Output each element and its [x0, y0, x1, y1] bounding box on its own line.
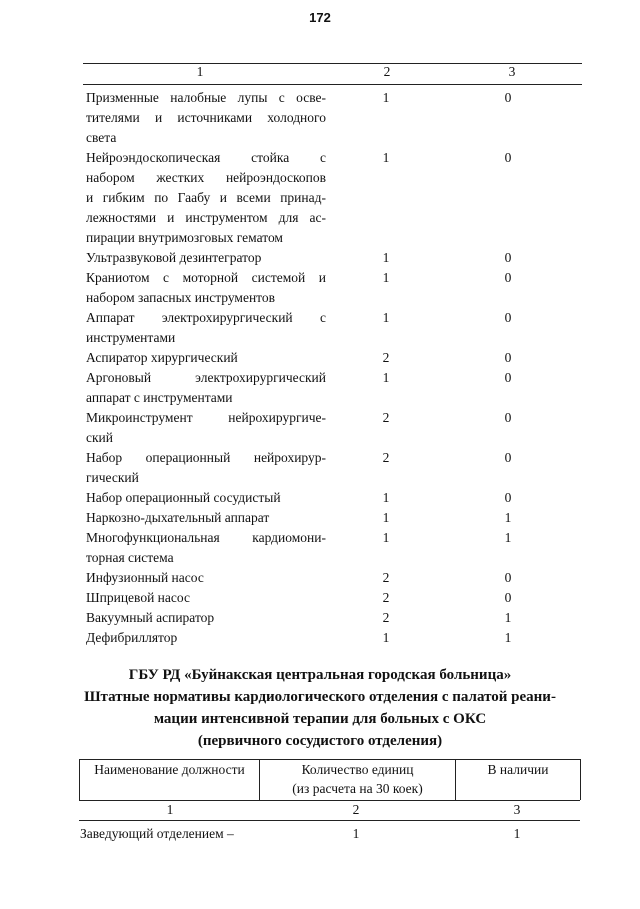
section-title-line2: мации интенсивной терапии для больных с ОКС	[153, 711, 487, 727]
table1-row	[86, 628, 606, 648]
table2-col2-header-line2: (из расчета на 30 коек)	[292, 781, 423, 796]
equipment-name-line: набором жестких нейроэндоскопов	[86, 170, 326, 185]
table1-row	[86, 268, 606, 308]
equipment-quantity: 1	[382, 310, 390, 325]
equipment-name-line: Аргоновый электрохирургический	[86, 370, 326, 385]
equipment-name-line: лежностями и инструментом для ас-	[86, 210, 326, 225]
equipment-available: 1	[504, 510, 512, 525]
table2-col3-header: В наличии	[487, 762, 549, 777]
table1-row	[86, 528, 606, 568]
org-title: ГБУ РД «Буйнакская центральная городская больница»	[128, 667, 512, 683]
equipment-name	[86, 488, 326, 508]
equipment-name-line: Многофункциональная кардиомони-	[86, 530, 326, 545]
table1-row	[86, 568, 606, 588]
table2-number-row-bottom-border	[79, 820, 580, 821]
table2-row-qty: 1	[352, 826, 360, 841]
equipment-name-line: Ультразвуковой дезинтегратор	[86, 250, 262, 265]
equipment-name-line: Аппарат электрохирургический с	[86, 310, 326, 325]
equipment-name	[86, 348, 326, 368]
equipment-name	[86, 248, 326, 268]
table1-header-rule	[83, 84, 582, 85]
equipment-name	[86, 88, 326, 148]
equipment-quantity: 1	[382, 370, 390, 385]
equipment-name-line: ский	[86, 430, 113, 445]
table1-row	[86, 448, 606, 488]
table2-row-name: Заведующий отделением –	[80, 826, 234, 841]
equipment-name	[86, 608, 326, 628]
table2-col2-number: 2	[352, 802, 360, 817]
equipment-available: 1	[504, 610, 512, 625]
equipment-quantity: 1	[382, 630, 390, 645]
equipment-available: 0	[504, 90, 512, 105]
equipment-quantity: 2	[382, 350, 390, 365]
equipment-available: 0	[504, 570, 512, 585]
table1-row	[86, 408, 606, 448]
table1-row	[86, 368, 606, 408]
equipment-available: 0	[504, 310, 512, 325]
equipment-name-line: торная система	[86, 550, 174, 565]
equipment-name	[86, 148, 326, 248]
equipment-quantity: 1	[382, 530, 390, 545]
section-title-line3: (первичного сосудистого отделения)	[197, 733, 443, 749]
table1-row	[86, 588, 606, 608]
equipment-available: 0	[504, 250, 512, 265]
equipment-quantity: 1	[382, 490, 390, 505]
equipment-name-line: и гибким по Гаабу и всеми принад-	[86, 190, 326, 205]
equipment-name-line: аппарат с инструментами	[86, 390, 233, 405]
table2-row-avail: 1	[513, 826, 521, 841]
equipment-name-line: Вакуумный аспиратор	[86, 610, 215, 625]
table1-row	[86, 148, 606, 248]
equipment-name-line: Шприцевой насос	[86, 590, 190, 605]
table1-row	[86, 348, 606, 368]
equipment-name	[86, 368, 326, 408]
equipment-name-line: Микроинструмент нейрохирургиче-	[86, 410, 326, 425]
equipment-name-line: Краниотом с моторной системой и	[86, 270, 326, 285]
equipment-available: 0	[504, 590, 512, 605]
equipment-name-line: гический	[86, 470, 139, 485]
equipment-available: 0	[504, 370, 512, 385]
equipment-name-line: Нейроэндоскопическая стойка с	[86, 150, 326, 165]
equipment-name-line: Набор операционный сосудистый	[86, 490, 281, 505]
equipment-name-line: Набор операционный нейрохирур-	[86, 450, 326, 465]
equipment-name-line: инструментами	[86, 330, 176, 345]
equipment-quantity: 1	[382, 150, 390, 165]
table2-col1-number: 1	[166, 802, 174, 817]
equipment-quantity: 1	[382, 90, 390, 105]
table2-right-border	[580, 759, 581, 800]
equipment-quantity: 1	[382, 250, 390, 265]
equipment-available: 0	[504, 150, 512, 165]
table1-col1-header: 1	[196, 64, 204, 79]
equipment-available: 0	[504, 350, 512, 365]
table2-col2-header-line1: Количество единиц	[301, 762, 414, 777]
equipment-quantity: 2	[382, 410, 390, 425]
equipment-name	[86, 528, 326, 568]
equipment-available: 0	[504, 410, 512, 425]
table1-row	[86, 88, 606, 148]
equipment-name	[86, 508, 326, 528]
equipment-name-line: Дефибриллятор	[86, 630, 178, 645]
equipment-quantity: 2	[382, 570, 390, 585]
table2-col3-number: 3	[513, 802, 521, 817]
table1-row	[86, 308, 606, 348]
equipment-quantity: 1	[382, 510, 390, 525]
equipment-quantity: 2	[382, 590, 390, 605]
equipment-quantity: 2	[382, 610, 390, 625]
table1-col3-header: 3	[508, 64, 516, 79]
equipment-quantity: 1	[382, 270, 390, 285]
equipment-name-line: пирации внутримозговых гематом	[86, 230, 283, 245]
table2-header-bottom-border	[79, 800, 580, 801]
table1-row	[86, 608, 606, 628]
equipment-name	[86, 268, 326, 308]
equipment-name	[86, 448, 326, 488]
equipment-available: 0	[504, 270, 512, 285]
equipment-available: 0	[504, 450, 512, 465]
equipment-name-line: Инфузионный насос	[86, 570, 204, 585]
equipment-name-line: света	[86, 130, 117, 145]
table1-row	[86, 488, 606, 508]
table1-row	[86, 248, 606, 268]
page-number: 172	[309, 10, 331, 25]
equipment-quantity: 2	[382, 450, 390, 465]
equipment-available: 1	[504, 630, 512, 645]
equipment-name	[86, 308, 326, 348]
equipment-name-line: Наркозно-дыхательный аппарат	[86, 510, 270, 525]
equipment-name	[86, 628, 326, 648]
equipment-name-line: Призменные налобные лупы с осве-	[86, 90, 326, 105]
equipment-name	[86, 568, 326, 588]
equipment-name-line: набором запасных инструментов	[86, 290, 276, 305]
equipment-name	[86, 408, 326, 448]
table1-row	[86, 508, 606, 528]
table1-col2-header: 2	[383, 64, 391, 79]
table2-col1-header: Наименование должности	[94, 762, 245, 777]
equipment-available: 0	[504, 490, 512, 505]
equipment-available: 1	[504, 530, 512, 545]
equipment-name-line: тителями и источниками холодного	[86, 110, 326, 125]
equipment-name-line: Аспиратор хирургический	[86, 350, 238, 365]
equipment-name	[86, 588, 326, 608]
section-title-line1: Штатные нормативы кардиологического отделения с палатой реани-	[84, 689, 556, 705]
